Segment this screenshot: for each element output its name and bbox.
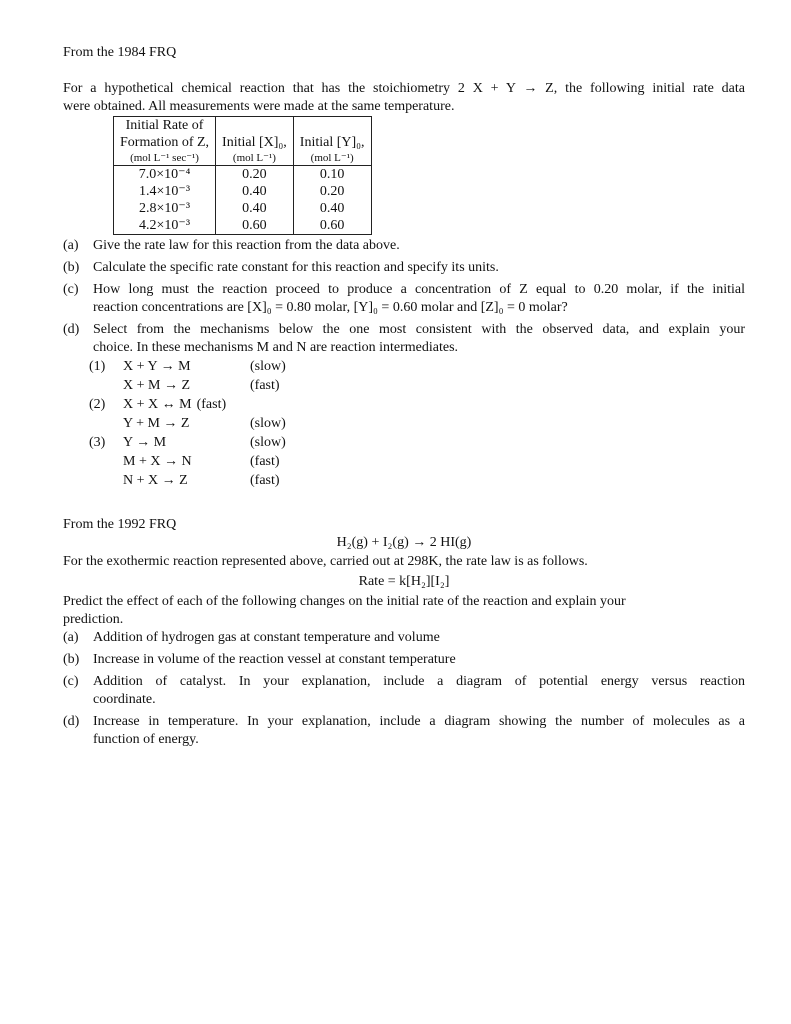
table-cell: 0.60 — [293, 217, 371, 235]
header-x-line2: Initial [X]₀, — [222, 135, 287, 150]
question-label: (b) — [63, 652, 80, 667]
section2-description: For the exothermic reaction represented above, carried out at 298K, the rate law is as follows. — [63, 554, 588, 569]
table-cell: 0.40 — [216, 200, 294, 217]
mechanism-rate: (fast) — [250, 454, 280, 469]
section1-intro-line1: For a hypothetical chemical reaction that has the stoichiometry 2 X + Y → Z, the following initial rate data — [63, 81, 745, 96]
mechanism-equation: Y → M — [123, 435, 167, 450]
mechanism-rate: (fast) — [250, 378, 280, 393]
question-text: Addition of hydrogen gas at constant temperature and volume — [93, 630, 440, 645]
question-text-line1: Select from the mechanisms below the one most consistent with the observed data, and explain your — [93, 322, 745, 337]
table-row — [114, 166, 372, 184]
mechanism-equation: X + Y → M — [123, 359, 191, 374]
mechanism-rate: (slow) — [250, 416, 286, 431]
question-1a — [63, 237, 745, 255]
question-label: (a) — [63, 630, 79, 645]
table-cell: 0.10 — [293, 166, 371, 184]
header-rate-unit: (mol L⁻¹ sec⁻¹) — [130, 152, 199, 164]
table-cell: 7.0×10⁻⁴ — [114, 166, 216, 184]
table-row — [114, 183, 372, 200]
header-initial-x — [216, 117, 294, 166]
header-y-line2: Initial [Y]₀, — [299, 135, 365, 150]
question-label: (c) — [63, 674, 79, 689]
predict-line1: Predict the effect of each of the following changes on the initial rate of the reaction and explain your — [63, 594, 626, 609]
question-label: (d) — [63, 714, 80, 729]
mechanism-2-step-2 — [89, 414, 745, 433]
table-cell: 0.40 — [216, 183, 294, 200]
question-label: (b) — [63, 260, 80, 275]
question-text: Calculate the specific rate constant for this reaction and specify its units. — [93, 260, 499, 275]
table-cell: 0.20 — [216, 166, 294, 184]
mechanism-3-step-1 — [89, 433, 745, 452]
question-text: Give the rate law for this reaction from the data above. — [93, 238, 400, 253]
predict-line2: prediction. — [63, 612, 124, 627]
mechanism-equation: X + X ↔ M — [123, 397, 192, 412]
question-2c — [63, 673, 745, 709]
question-1d — [63, 321, 745, 357]
question-2b — [63, 651, 745, 669]
question-label: (d) — [63, 322, 80, 337]
table-cell: 0.20 — [293, 183, 371, 200]
mechanism-1-step-2 — [89, 376, 745, 395]
table-cell: 0.40 — [293, 200, 371, 217]
header-y-line1 — [300, 117, 365, 134]
header-x-line1 — [222, 117, 287, 134]
mechanism-equation: Y + M → Z — [123, 416, 190, 431]
question-text-line2: reaction concentrations are [X]₀ = 0.80 molar, [Y]₀ = 0.60 molar and [Z]₀ = 0 molar? — [93, 300, 568, 315]
header-x-unit: (mol L⁻¹) — [232, 152, 276, 164]
question-text-line2: coordinate. — [93, 692, 156, 707]
reaction-equation: H₂(g) + I₂(g) → 2 HI(g) — [336, 535, 472, 550]
question-text: Increase in volume of the reaction vessel at constant temperature — [93, 652, 456, 667]
table-cell: 0.60 — [216, 217, 294, 235]
table-cell: 4.2×10⁻³ — [114, 217, 216, 235]
mechanism-rate: (slow) — [250, 359, 286, 374]
mechanism-3-step-3 — [89, 471, 745, 490]
mechanism-3-step-2 — [89, 452, 745, 471]
mechanism-number: (2) — [89, 397, 106, 412]
question-2a — [63, 629, 745, 647]
table-cell: 2.8×10⁻³ — [114, 200, 216, 217]
question-text-line1: How long must the reaction proceed to produce a concentration of Z equal to 0.20 molar, if the initial — [93, 282, 745, 297]
header-initial-y — [293, 117, 371, 166]
question-1b — [63, 259, 745, 277]
mechanism-equation: X + M → Z — [123, 378, 191, 393]
section1-intro-line2: were obtained. All measurements were made at the same temperature. — [63, 99, 455, 114]
mechanism-1-step-1 — [89, 357, 745, 376]
rate-data-table — [113, 116, 372, 235]
question-text-line2: choice. In these mechanisms M and N are reaction intermediates. — [93, 340, 459, 355]
header-initial-rate — [114, 117, 216, 166]
question-text-line1: Increase in temperature. In your explanation, include a diagram showing the number of molecules as a — [93, 714, 745, 729]
mechanism-list — [89, 357, 745, 490]
header-y-unit: (mol L⁻¹) — [310, 152, 354, 164]
question-text-line2: function of energy. — [93, 732, 199, 747]
table-row — [114, 200, 372, 217]
mechanism-2-step-1 — [89, 395, 745, 414]
question-2d — [63, 713, 745, 749]
question-1c — [63, 281, 745, 317]
mechanism-rate: (slow) — [250, 435, 286, 450]
table-cell: 1.4×10⁻³ — [114, 183, 216, 200]
section1-heading: From the 1984 FRQ — [63, 45, 177, 60]
header-rate-line2: Formation of Z, — [120, 135, 210, 150]
mechanism-rate: (fast) — [250, 473, 280, 488]
mechanism-number: (3) — [89, 435, 106, 450]
document-page — [63, 44, 745, 749]
question-label: (c) — [63, 282, 79, 297]
header-rate-line1: Initial Rate of — [125, 118, 204, 133]
table-row — [114, 217, 372, 235]
question-label: (a) — [63, 238, 79, 253]
mechanism-equation: N + X → Z — [123, 473, 188, 488]
rate-law: Rate = k[H₂][I₂] — [358, 574, 450, 589]
mechanism-rate: (fast) — [196, 397, 227, 412]
mechanism-number: (1) — [89, 359, 106, 374]
mechanism-equation: M + X → N — [123, 454, 192, 469]
question-text-line1: Addition of catalyst. In your explanation, include a diagram of potential energy versus reaction — [93, 674, 745, 689]
section2-heading: From the 1992 FRQ — [63, 517, 177, 532]
